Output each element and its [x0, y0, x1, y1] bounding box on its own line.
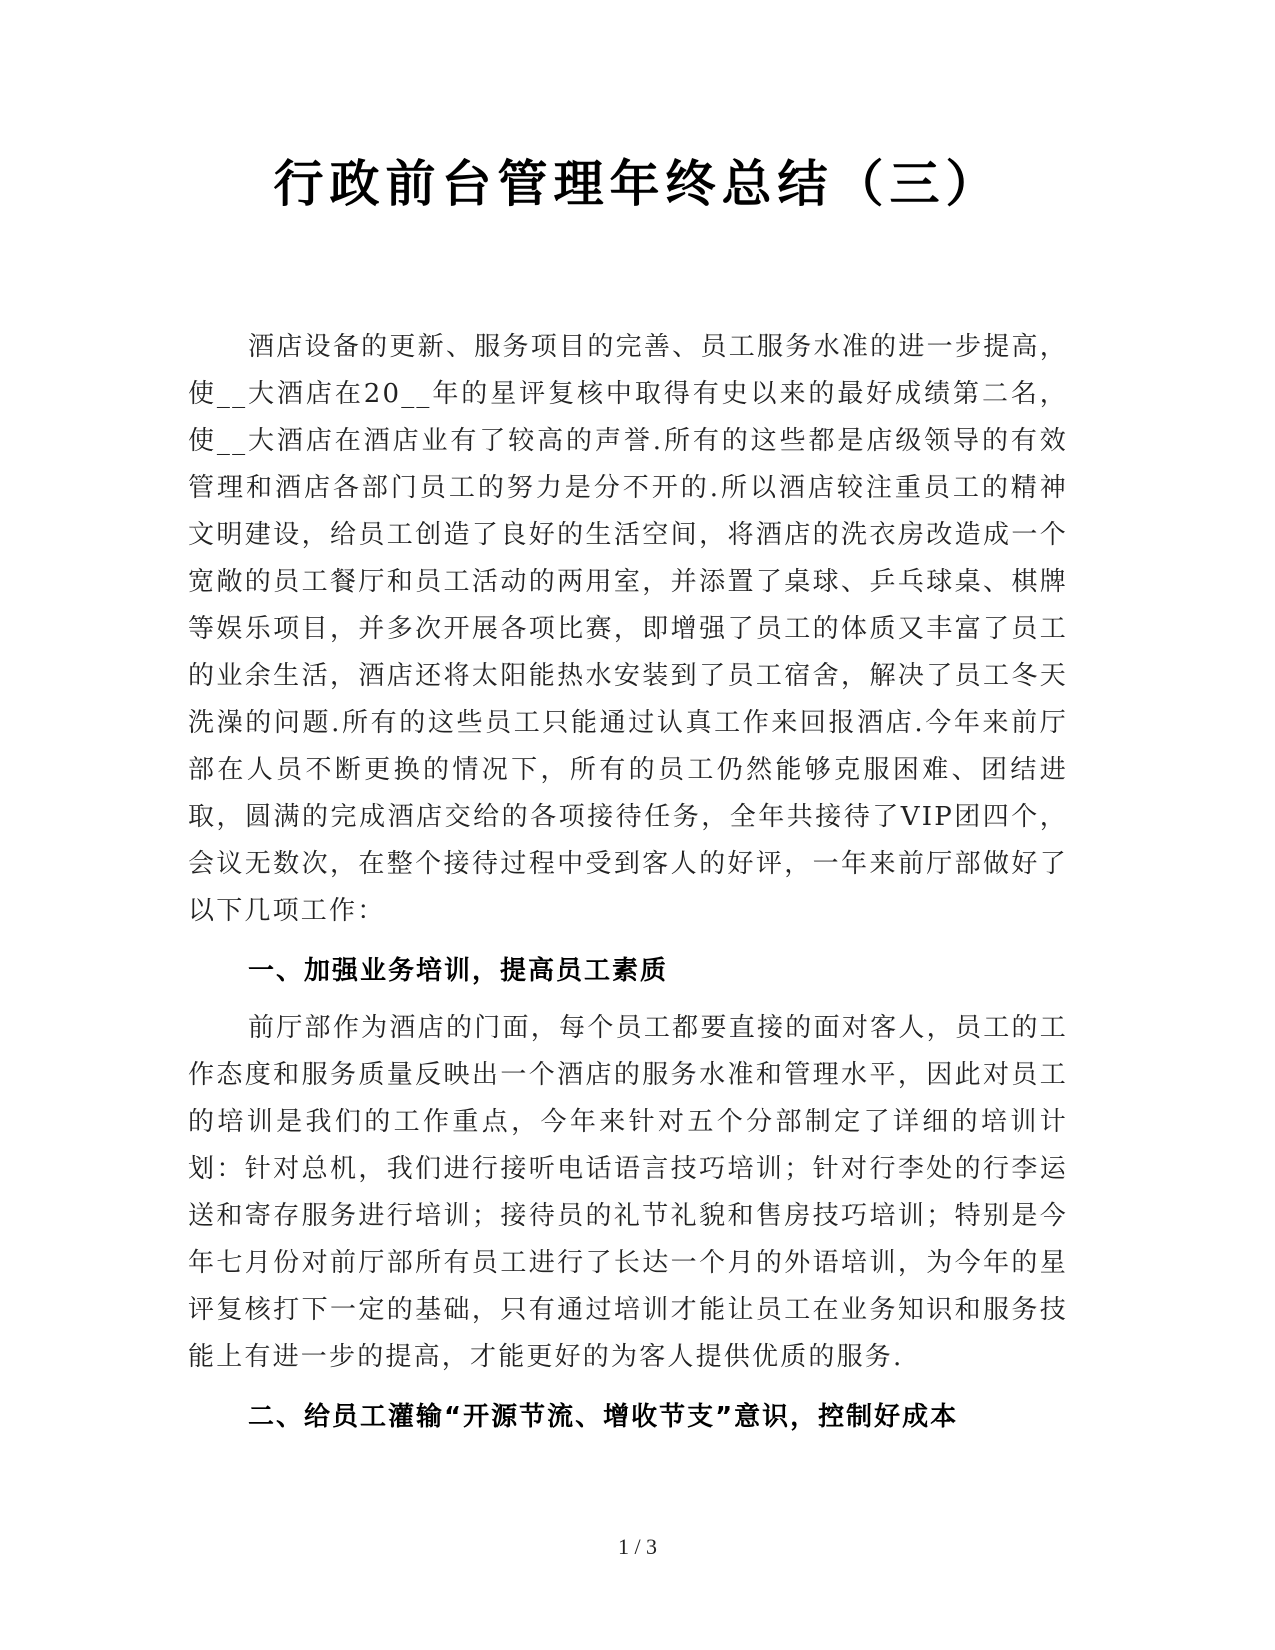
intro-paragraph: 酒店设备的更新、服务项目的完善、员工服务水准的进一步提高，使__大酒店在20__年的星评复核中取得有史以来的最好成绩第二名，使__大酒店在酒店业有了较高的声誉.所有的这些都是店级领导的有效管理和酒店各部门员工的努力是分不开的.所以酒店较注重员工的精神文明建设，给员工创造了良好的生活空间，将酒店的洗衣房改造成一个宽敞的员工餐厅和员工活动的两用室，并添置了桌球、乒乓球桌、棋牌等娱乐项目，并多次开展各项比赛，即增强了员工的体质又丰富了员工的业余生活，酒店还将太阳能热水安装到了员工宿舍，解决了员工冬天洗澡的问题.所有的这些员工只能通过认真工作来回报酒店.今年来前厅部在人员不断更换的情况下，所有的员工仍然能够克服困难、团结进取，圆满的完成酒店交给的各项接待任务，全年共接待了VIP团四个，会议无数次，在整个接待过程中受到客人的好评，一年来前厅部做好了以下几项工作：: [188, 332, 1068, 926]
document-body: [188, 324, 1068, 1451]
page-number: 1 / 3: [617, 1534, 658, 1559]
section-heading-training: 一、加强业务培训，提高员工素质: [248, 956, 669, 986]
training-paragraph: 前厅部作为酒店的门面，每个员工都要直接的面对客人，员工的工作态度和服务质量反映出一个酒店的服务水准和管理水平，因此对员工的培训是我们的工作重点，今年来针对五个分部制定了详细的培训计划：针对总机，我们进行接听电话语言技巧培训；针对行李处的行李运送和寄存服务进行培训；接待员的礼节礼貌和售房技巧培训；特别是今年七月份对前厅部所有员工进行了长达一个月的外语培训，为今年的星评复核打下一定的基础，只有通过培训才能让员工在业务知识和服务技能上有进一步的提高，才能更好的为客人提供优质的服务.: [188, 1013, 1068, 1372]
document-title: 行政前台管理年终总结（三）: [273, 154, 1002, 213]
section-heading-cost-control: 二、给员工灌输“开源节流、增收节支”意识，控制好成本: [248, 1402, 959, 1432]
